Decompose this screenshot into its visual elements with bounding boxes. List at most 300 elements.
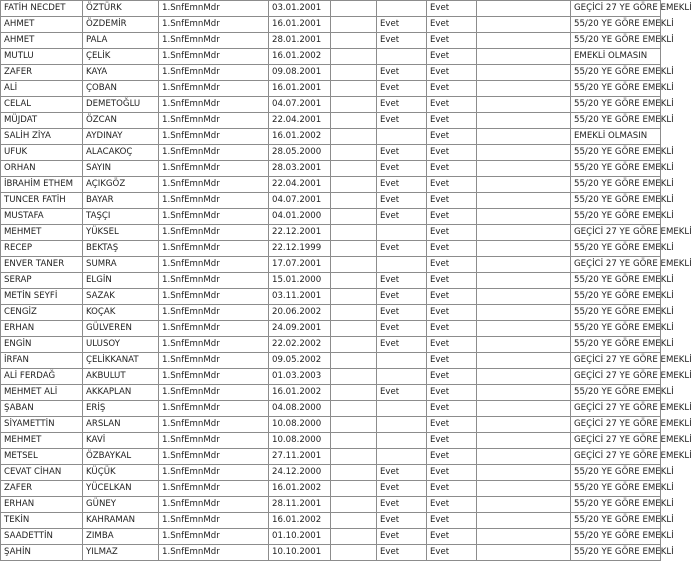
first-name-cell[interactable]: İBRAHİM ETHEM xyxy=(1,177,83,193)
option-a-cell[interactable]: Evet xyxy=(377,513,427,529)
blank-cell-b[interactable] xyxy=(477,33,571,49)
date-cell[interactable]: 10.10.2001 xyxy=(269,545,331,561)
date-cell[interactable]: 16.01.2001 xyxy=(269,81,331,97)
title-cell[interactable]: 1.SnfEmnMdr xyxy=(159,545,269,561)
option-a-cell[interactable]: Evet xyxy=(377,209,427,225)
status-cell[interactable]: 55/20 YE GÖRE EMEKLİ xyxy=(571,33,661,49)
blank-cell-b[interactable] xyxy=(477,241,571,257)
title-cell[interactable]: 1.SnfEmnMdr xyxy=(159,273,269,289)
option-b-cell[interactable]: Evet xyxy=(427,17,477,33)
status-cell[interactable]: 55/20 YE GÖRE EMEKLİ xyxy=(571,273,661,289)
option-a-cell[interactable] xyxy=(377,353,427,369)
date-cell[interactable]: 16.01.2002 xyxy=(269,481,331,497)
first-name-cell[interactable]: SERAP xyxy=(1,273,83,289)
blank-cell-b[interactable] xyxy=(477,529,571,545)
blank-cell-a[interactable] xyxy=(331,273,377,289)
option-b-cell[interactable]: Evet xyxy=(427,497,477,513)
date-cell[interactable]: 20.06.2002 xyxy=(269,305,331,321)
option-a-cell[interactable]: Evet xyxy=(377,177,427,193)
first-name-cell[interactable]: ERHAN xyxy=(1,497,83,513)
date-cell[interactable]: 10.08.2000 xyxy=(269,417,331,433)
title-cell[interactable]: 1.SnfEmnMdr xyxy=(159,337,269,353)
last-name-cell[interactable]: ÖZBAYKAL xyxy=(83,449,159,465)
title-cell[interactable]: 1.SnfEmnMdr xyxy=(159,1,269,17)
first-name-cell[interactable]: UFUK xyxy=(1,145,83,161)
last-name-cell[interactable]: YÜCELKAN xyxy=(83,481,159,497)
option-b-cell[interactable]: Evet xyxy=(427,113,477,129)
title-cell[interactable]: 1.SnfEmnMdr xyxy=(159,113,269,129)
last-name-cell[interactable]: YÜKSEL xyxy=(83,225,159,241)
option-b-cell[interactable]: Evet xyxy=(427,145,477,161)
date-cell[interactable]: 10.08.2000 xyxy=(269,433,331,449)
blank-cell-b[interactable] xyxy=(477,1,571,17)
option-b-cell[interactable]: Evet xyxy=(427,481,477,497)
blank-cell-b[interactable] xyxy=(477,353,571,369)
last-name-cell[interactable]: YILMAZ xyxy=(83,545,159,561)
option-a-cell[interactable]: Evet xyxy=(377,113,427,129)
date-cell[interactable]: 28.11.2001 xyxy=(269,497,331,513)
status-cell[interactable]: 55/20 YE GÖRE EMEKLİ xyxy=(571,81,661,97)
last-name-cell[interactable]: PALA xyxy=(83,33,159,49)
blank-cell-b[interactable] xyxy=(477,161,571,177)
first-name-cell[interactable]: SİYAMETTİN xyxy=(1,417,83,433)
blank-cell-a[interactable] xyxy=(331,17,377,33)
date-cell[interactable]: 22.04.2001 xyxy=(269,113,331,129)
date-cell[interactable]: 04.07.2001 xyxy=(269,97,331,113)
title-cell[interactable]: 1.SnfEmnMdr xyxy=(159,81,269,97)
last-name-cell[interactable]: BAYAR xyxy=(83,193,159,209)
title-cell[interactable]: 1.SnfEmnMdr xyxy=(159,305,269,321)
option-a-cell[interactable]: Evet xyxy=(377,497,427,513)
first-name-cell[interactable]: CELAL xyxy=(1,97,83,113)
blank-cell-a[interactable] xyxy=(331,321,377,337)
title-cell[interactable]: 1.SnfEmnMdr xyxy=(159,465,269,481)
blank-cell-a[interactable] xyxy=(331,161,377,177)
option-a-cell[interactable] xyxy=(377,129,427,145)
status-cell[interactable]: 55/20 YE GÖRE EMEKLİ xyxy=(571,385,661,401)
first-name-cell[interactable]: TEKİN xyxy=(1,513,83,529)
status-cell[interactable]: 55/20 YE GÖRE EMEKLİ xyxy=(571,145,661,161)
first-name-cell[interactable]: CEVAT CİHAN xyxy=(1,465,83,481)
status-cell[interactable]: 55/20 YE GÖRE EMEKLİ xyxy=(571,17,661,33)
status-cell[interactable]: GEÇİCİ 27 YE GÖRE EMEKLİ xyxy=(571,225,661,241)
option-a-cell[interactable]: Evet xyxy=(377,145,427,161)
first-name-cell[interactable]: FATİH NECDET xyxy=(1,1,83,17)
last-name-cell[interactable]: GÜLVEREN xyxy=(83,321,159,337)
first-name-cell[interactable]: MEHMET xyxy=(1,433,83,449)
blank-cell-a[interactable] xyxy=(331,177,377,193)
date-cell[interactable]: 22.04.2001 xyxy=(269,177,331,193)
date-cell[interactable]: 16.01.2002 xyxy=(269,385,331,401)
title-cell[interactable]: 1.SnfEmnMdr xyxy=(159,417,269,433)
date-cell[interactable]: 22.12.1999 xyxy=(269,241,331,257)
title-cell[interactable]: 1.SnfEmnMdr xyxy=(159,97,269,113)
title-cell[interactable]: 1.SnfEmnMdr xyxy=(159,193,269,209)
status-cell[interactable]: 55/20 YE GÖRE EMEKLİ xyxy=(571,529,661,545)
option-b-cell[interactable]: Evet xyxy=(427,49,477,65)
title-cell[interactable]: 1.SnfEmnMdr xyxy=(159,177,269,193)
status-cell[interactable]: EMEKLİ OLMASIN xyxy=(571,49,661,65)
title-cell[interactable]: 1.SnfEmnMdr xyxy=(159,401,269,417)
last-name-cell[interactable]: BEKTAŞ xyxy=(83,241,159,257)
blank-cell-b[interactable] xyxy=(477,145,571,161)
blank-cell-b[interactable] xyxy=(477,209,571,225)
first-name-cell[interactable]: ENGİN xyxy=(1,337,83,353)
option-a-cell[interactable]: Evet xyxy=(377,465,427,481)
option-b-cell[interactable]: Evet xyxy=(427,353,477,369)
blank-cell-b[interactable] xyxy=(477,177,571,193)
option-a-cell[interactable]: Evet xyxy=(377,529,427,545)
option-b-cell[interactable]: Evet xyxy=(427,257,477,273)
option-a-cell[interactable]: Evet xyxy=(377,161,427,177)
date-cell[interactable]: 03.11.2001 xyxy=(269,289,331,305)
blank-cell-b[interactable] xyxy=(477,321,571,337)
title-cell[interactable]: 1.SnfEmnMdr xyxy=(159,209,269,225)
option-a-cell[interactable]: Evet xyxy=(377,321,427,337)
blank-cell-b[interactable] xyxy=(477,113,571,129)
status-cell[interactable]: 55/20 YE GÖRE EMEKLİ xyxy=(571,289,661,305)
last-name-cell[interactable]: KAYA xyxy=(83,65,159,81)
title-cell[interactable]: 1.SnfEmnMdr xyxy=(159,513,269,529)
status-cell[interactable]: GEÇİCİ 27 YE GÖRE EMEKLİ xyxy=(571,449,661,465)
date-cell[interactable]: 04.07.2001 xyxy=(269,193,331,209)
option-a-cell[interactable]: Evet xyxy=(377,97,427,113)
blank-cell-b[interactable] xyxy=(477,289,571,305)
date-cell[interactable]: 28.01.2001 xyxy=(269,33,331,49)
title-cell[interactable]: 1.SnfEmnMdr xyxy=(159,433,269,449)
title-cell[interactable]: 1.SnfEmnMdr xyxy=(159,257,269,273)
option-b-cell[interactable]: Evet xyxy=(427,209,477,225)
option-b-cell[interactable]: Evet xyxy=(427,241,477,257)
blank-cell-b[interactable] xyxy=(477,497,571,513)
first-name-cell[interactable]: METİN SEYFİ xyxy=(1,289,83,305)
option-a-cell[interactable]: Evet xyxy=(377,289,427,305)
title-cell[interactable]: 1.SnfEmnMdr xyxy=(159,385,269,401)
first-name-cell[interactable]: ALİ FERDAĞ xyxy=(1,369,83,385)
title-cell[interactable]: 1.SnfEmnMdr xyxy=(159,449,269,465)
option-a-cell[interactable]: Evet xyxy=(377,33,427,49)
title-cell[interactable]: 1.SnfEmnMdr xyxy=(159,225,269,241)
first-name-cell[interactable]: RECEP xyxy=(1,241,83,257)
option-a-cell[interactable]: Evet xyxy=(377,481,427,497)
last-name-cell[interactable]: ÖZDEMİR xyxy=(83,17,159,33)
option-b-cell[interactable]: Evet xyxy=(427,545,477,561)
last-name-cell[interactable]: KAHRAMAN xyxy=(83,513,159,529)
title-cell[interactable]: 1.SnfEmnMdr xyxy=(159,369,269,385)
first-name-cell[interactable]: METSEL xyxy=(1,449,83,465)
date-cell[interactable]: 22.02.2002 xyxy=(269,337,331,353)
status-cell[interactable]: 55/20 YE GÖRE EMEKLİ xyxy=(571,193,661,209)
blank-cell-b[interactable] xyxy=(477,513,571,529)
blank-cell-a[interactable] xyxy=(331,1,377,17)
option-a-cell[interactable] xyxy=(377,417,427,433)
title-cell[interactable]: 1.SnfEmnMdr xyxy=(159,17,269,33)
blank-cell-a[interactable] xyxy=(331,49,377,65)
option-b-cell[interactable]: Evet xyxy=(427,369,477,385)
blank-cell-b[interactable] xyxy=(477,17,571,33)
blank-cell-a[interactable] xyxy=(331,465,377,481)
option-b-cell[interactable]: Evet xyxy=(427,81,477,97)
option-a-cell[interactable]: Evet xyxy=(377,337,427,353)
option-b-cell[interactable]: Evet xyxy=(427,225,477,241)
option-b-cell[interactable]: Evet xyxy=(427,129,477,145)
option-b-cell[interactable]: Evet xyxy=(427,289,477,305)
blank-cell-a[interactable] xyxy=(331,337,377,353)
status-cell[interactable]: GEÇİCİ 27 YE GÖRE EMEKLİ xyxy=(571,417,661,433)
option-b-cell[interactable]: Evet xyxy=(427,305,477,321)
blank-cell-b[interactable] xyxy=(477,337,571,353)
blank-cell-b[interactable] xyxy=(477,385,571,401)
last-name-cell[interactable]: ÖZTÜRK xyxy=(83,1,159,17)
option-b-cell[interactable]: Evet xyxy=(427,1,477,17)
last-name-cell[interactable]: KAVİ xyxy=(83,433,159,449)
status-cell[interactable]: GEÇİCİ 27 YE GÖRE EMEKLİ xyxy=(571,1,661,17)
first-name-cell[interactable]: MEHMET ALİ xyxy=(1,385,83,401)
first-name-cell[interactable]: AHMET xyxy=(1,33,83,49)
blank-cell-a[interactable] xyxy=(331,113,377,129)
first-name-cell[interactable]: SAADETTİN xyxy=(1,529,83,545)
blank-cell-b[interactable] xyxy=(477,65,571,81)
option-b-cell[interactable]: Evet xyxy=(427,465,477,481)
blank-cell-b[interactable] xyxy=(477,369,571,385)
date-cell[interactable]: 09.08.2001 xyxy=(269,65,331,81)
date-cell[interactable]: 16.01.2002 xyxy=(269,129,331,145)
last-name-cell[interactable]: ÇELİK xyxy=(83,49,159,65)
option-b-cell[interactable]: Evet xyxy=(427,193,477,209)
first-name-cell[interactable]: ALİ xyxy=(1,81,83,97)
option-b-cell[interactable]: Evet xyxy=(427,337,477,353)
blank-cell-b[interactable] xyxy=(477,417,571,433)
blank-cell-b[interactable] xyxy=(477,465,571,481)
blank-cell-a[interactable] xyxy=(331,545,377,561)
status-cell[interactable]: 55/20 YE GÖRE EMEKLİ xyxy=(571,337,661,353)
blank-cell-a[interactable] xyxy=(331,497,377,513)
status-cell[interactable]: 55/20 YE GÖRE EMEKLİ xyxy=(571,241,661,257)
title-cell[interactable]: 1.SnfEmnMdr xyxy=(159,529,269,545)
last-name-cell[interactable]: ARSLAN xyxy=(83,417,159,433)
status-cell[interactable]: GEÇİCİ 27 YE GÖRE EMEKLİ xyxy=(571,401,661,417)
last-name-cell[interactable]: ZIMBA xyxy=(83,529,159,545)
status-cell[interactable]: EMEKLİ OLMASIN xyxy=(571,129,661,145)
option-a-cell[interactable]: Evet xyxy=(377,385,427,401)
date-cell[interactable]: 16.01.2002 xyxy=(269,49,331,65)
option-a-cell[interactable]: Evet xyxy=(377,241,427,257)
option-b-cell[interactable]: Evet xyxy=(427,401,477,417)
first-name-cell[interactable]: ŞABAN xyxy=(1,401,83,417)
status-cell[interactable]: GEÇİCİ 27 YE GÖRE EMEKLİ xyxy=(571,353,661,369)
status-cell[interactable]: 55/20 YE GÖRE EMEKLİ xyxy=(571,161,661,177)
option-a-cell[interactable]: Evet xyxy=(377,65,427,81)
option-b-cell[interactable]: Evet xyxy=(427,529,477,545)
last-name-cell[interactable]: ERİŞ xyxy=(83,401,159,417)
last-name-cell[interactable]: ÇELİKKANAT xyxy=(83,353,159,369)
date-cell[interactable]: 17.07.2001 xyxy=(269,257,331,273)
status-cell[interactable]: 55/20 YE GÖRE EMEKLİ xyxy=(571,513,661,529)
date-cell[interactable]: 24.09.2001 xyxy=(269,321,331,337)
last-name-cell[interactable]: ÇOBAN xyxy=(83,81,159,97)
date-cell[interactable]: 28.03.2001 xyxy=(269,161,331,177)
date-cell[interactable]: 01.03.2003 xyxy=(269,369,331,385)
blank-cell-a[interactable] xyxy=(331,33,377,49)
date-cell[interactable]: 04.01.2000 xyxy=(269,209,331,225)
status-cell[interactable]: 55/20 YE GÖRE EMEKLİ xyxy=(571,97,661,113)
first-name-cell[interactable]: CENGİZ xyxy=(1,305,83,321)
date-cell[interactable]: 15.01.2000 xyxy=(269,273,331,289)
status-cell[interactable]: 55/20 YE GÖRE EMEKLİ xyxy=(571,113,661,129)
title-cell[interactable]: 1.SnfEmnMdr xyxy=(159,497,269,513)
last-name-cell[interactable]: ALACAKOÇ xyxy=(83,145,159,161)
option-b-cell[interactable]: Evet xyxy=(427,385,477,401)
blank-cell-a[interactable] xyxy=(331,129,377,145)
option-a-cell[interactable] xyxy=(377,49,427,65)
option-a-cell[interactable] xyxy=(377,369,427,385)
status-cell[interactable]: 55/20 YE GÖRE EMEKLİ xyxy=(571,305,661,321)
option-a-cell[interactable] xyxy=(377,433,427,449)
option-a-cell[interactable]: Evet xyxy=(377,17,427,33)
blank-cell-a[interactable] xyxy=(331,225,377,241)
last-name-cell[interactable]: SAZAK xyxy=(83,289,159,305)
blank-cell-b[interactable] xyxy=(477,305,571,321)
blank-cell-a[interactable] xyxy=(331,289,377,305)
status-cell[interactable]: GEÇİCİ 27 YE GÖRE EMEKLİ xyxy=(571,433,661,449)
option-b-cell[interactable]: Evet xyxy=(427,273,477,289)
status-cell[interactable]: 55/20 YE GÖRE EMEKLİ xyxy=(571,177,661,193)
first-name-cell[interactable]: MÜJDAT xyxy=(1,113,83,129)
option-b-cell[interactable]: Evet xyxy=(427,177,477,193)
blank-cell-b[interactable] xyxy=(477,193,571,209)
option-b-cell[interactable]: Evet xyxy=(427,433,477,449)
date-cell[interactable]: 16.01.2001 xyxy=(269,17,331,33)
blank-cell-a[interactable] xyxy=(331,417,377,433)
status-cell[interactable]: 55/20 YE GÖRE EMEKLİ xyxy=(571,321,661,337)
blank-cell-a[interactable] xyxy=(331,513,377,529)
status-cell[interactable]: 55/20 YE GÖRE EMEKLİ xyxy=(571,545,661,561)
last-name-cell[interactable]: GÜNEY xyxy=(83,497,159,513)
title-cell[interactable]: 1.SnfEmnMdr xyxy=(159,145,269,161)
blank-cell-a[interactable] xyxy=(331,449,377,465)
last-name-cell[interactable]: DEMETOĞLU xyxy=(83,97,159,113)
last-name-cell[interactable]: AYDINAY xyxy=(83,129,159,145)
title-cell[interactable]: 1.SnfEmnMdr xyxy=(159,129,269,145)
title-cell[interactable]: 1.SnfEmnMdr xyxy=(159,65,269,81)
title-cell[interactable]: 1.SnfEmnMdr xyxy=(159,289,269,305)
blank-cell-a[interactable] xyxy=(331,353,377,369)
first-name-cell[interactable]: ZAFER xyxy=(1,481,83,497)
option-a-cell[interactable]: Evet xyxy=(377,193,427,209)
option-a-cell[interactable]: Evet xyxy=(377,273,427,289)
blank-cell-a[interactable] xyxy=(331,385,377,401)
blank-cell-b[interactable] xyxy=(477,273,571,289)
blank-cell-b[interactable] xyxy=(477,129,571,145)
last-name-cell[interactable]: AÇIKGÖZ xyxy=(83,177,159,193)
blank-cell-a[interactable] xyxy=(331,433,377,449)
first-name-cell[interactable]: ORHAN xyxy=(1,161,83,177)
blank-cell-a[interactable] xyxy=(331,145,377,161)
last-name-cell[interactable]: TAŞÇI xyxy=(83,209,159,225)
blank-cell-b[interactable] xyxy=(477,449,571,465)
title-cell[interactable]: 1.SnfEmnMdr xyxy=(159,481,269,497)
blank-cell-b[interactable] xyxy=(477,49,571,65)
first-name-cell[interactable]: ERHAN xyxy=(1,321,83,337)
last-name-cell[interactable]: ÖZCAN xyxy=(83,113,159,129)
last-name-cell[interactable]: ULUSOY xyxy=(83,337,159,353)
date-cell[interactable]: 09.05.2002 xyxy=(269,353,331,369)
date-cell[interactable]: 27.11.2001 xyxy=(269,449,331,465)
date-cell[interactable]: 22.12.2001 xyxy=(269,225,331,241)
status-cell[interactable]: 55/20 YE GÖRE EMEKLİ xyxy=(571,65,661,81)
option-b-cell[interactable]: Evet xyxy=(427,321,477,337)
option-a-cell[interactable] xyxy=(377,449,427,465)
blank-cell-a[interactable] xyxy=(331,241,377,257)
option-b-cell[interactable]: Evet xyxy=(427,513,477,529)
last-name-cell[interactable]: AKBULUT xyxy=(83,369,159,385)
date-cell[interactable]: 03.01.2001 xyxy=(269,1,331,17)
option-b-cell[interactable]: Evet xyxy=(427,97,477,113)
option-b-cell[interactable]: Evet xyxy=(427,161,477,177)
first-name-cell[interactable]: MUTLU xyxy=(1,49,83,65)
title-cell[interactable]: 1.SnfEmnMdr xyxy=(159,241,269,257)
option-a-cell[interactable]: Evet xyxy=(377,545,427,561)
option-b-cell[interactable]: Evet xyxy=(427,65,477,81)
blank-cell-b[interactable] xyxy=(477,225,571,241)
title-cell[interactable]: 1.SnfEmnMdr xyxy=(159,49,269,65)
status-cell[interactable]: 55/20 YE GÖRE EMEKLİ xyxy=(571,209,661,225)
first-name-cell[interactable]: ZAFER xyxy=(1,65,83,81)
title-cell[interactable]: 1.SnfEmnMdr xyxy=(159,353,269,369)
first-name-cell[interactable]: SALİH ZİYA xyxy=(1,129,83,145)
blank-cell-a[interactable] xyxy=(331,305,377,321)
status-cell[interactable]: 55/20 YE GÖRE EMEKLİ xyxy=(571,465,661,481)
blank-cell-a[interactable] xyxy=(331,81,377,97)
blank-cell-a[interactable] xyxy=(331,481,377,497)
blank-cell-a[interactable] xyxy=(331,369,377,385)
date-cell[interactable]: 16.01.2002 xyxy=(269,513,331,529)
status-cell[interactable]: 55/20 YE GÖRE EMEKLİ xyxy=(571,497,661,513)
blank-cell-a[interactable] xyxy=(331,65,377,81)
blank-cell-a[interactable] xyxy=(331,209,377,225)
option-a-cell[interactable]: Evet xyxy=(377,81,427,97)
last-name-cell[interactable]: AKKAPLAN xyxy=(83,385,159,401)
status-cell[interactable]: GEÇİCİ 27 YE GÖRE EMEKLİ xyxy=(571,257,661,273)
blank-cell-a[interactable] xyxy=(331,193,377,209)
first-name-cell[interactable]: AHMET xyxy=(1,17,83,33)
first-name-cell[interactable]: TUNCER FATİH xyxy=(1,193,83,209)
blank-cell-b[interactable] xyxy=(477,401,571,417)
option-b-cell[interactable]: Evet xyxy=(427,449,477,465)
first-name-cell[interactable]: İRFAN xyxy=(1,353,83,369)
option-a-cell[interactable] xyxy=(377,1,427,17)
first-name-cell[interactable]: ENVER TANER xyxy=(1,257,83,273)
date-cell[interactable]: 01.10.2001 xyxy=(269,529,331,545)
date-cell[interactable]: 04.08.2000 xyxy=(269,401,331,417)
status-cell[interactable]: 55/20 YE GÖRE EMEKLİ xyxy=(571,481,661,497)
title-cell[interactable]: 1.SnfEmnMdr xyxy=(159,161,269,177)
first-name-cell[interactable]: MEHMET xyxy=(1,225,83,241)
blank-cell-a[interactable] xyxy=(331,257,377,273)
last-name-cell[interactable]: ELGİN xyxy=(83,273,159,289)
blank-cell-b[interactable] xyxy=(477,97,571,113)
option-b-cell[interactable]: Evet xyxy=(427,417,477,433)
first-name-cell[interactable]: ŞAHİN xyxy=(1,545,83,561)
blank-cell-b[interactable] xyxy=(477,81,571,97)
blank-cell-b[interactable] xyxy=(477,545,571,561)
date-cell[interactable]: 28.05.2000 xyxy=(269,145,331,161)
last-name-cell[interactable]: SAYIN xyxy=(83,161,159,177)
blank-cell-b[interactable] xyxy=(477,433,571,449)
blank-cell-b[interactable] xyxy=(477,257,571,273)
option-a-cell[interactable] xyxy=(377,225,427,241)
title-cell[interactable]: 1.SnfEmnMdr xyxy=(159,33,269,49)
